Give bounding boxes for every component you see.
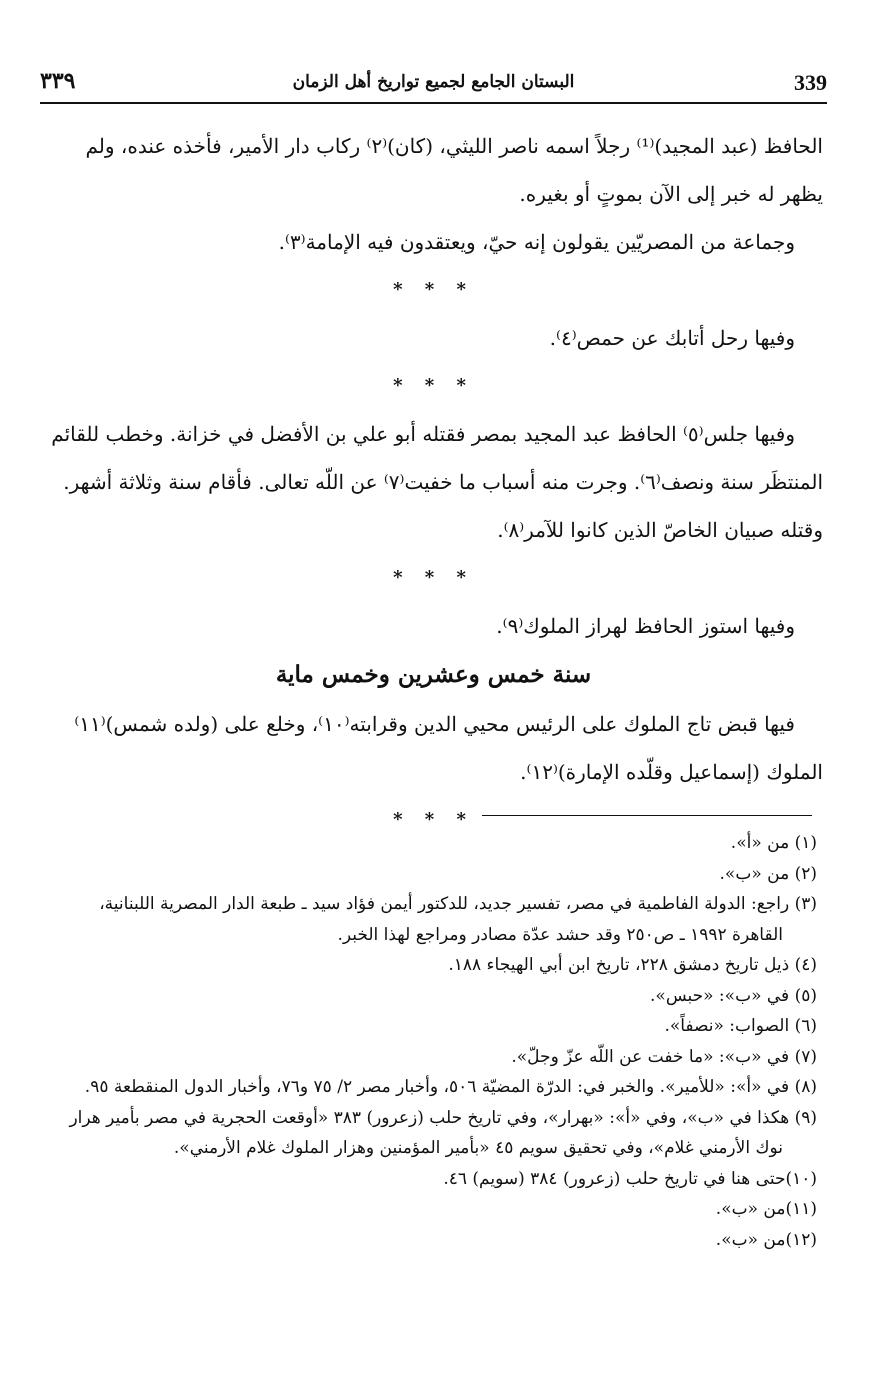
paragraph-3: وفيها رحل أتابك عن حمص⁽٤⁾. — [549, 326, 795, 350]
paragraph-1: الحافظ (عبد المجيد)⁽¹⁾ رجلاً اسمه ناصر الليثي، (كان)⁽٢⁾ ركاب دار الأمير، فأخذه عنده، ولم يظهر له خبر إلى الآن بموتٍ أو بغيره. — [85, 134, 823, 206]
section-separator-1: * * * — [393, 279, 474, 300]
footnote-item: (٨) في «أ»: «للأمير». والخبر في: الدرّة المضيّة ٥٠٦، وأخبار مصر ٢/ ٧٥ و٧٦، وأخبار الدول المنقطعة ٩٥. — [84, 1077, 817, 1097]
footnote-item: (٤) ذيل تاريخ دمشق ٢٢٨، تاريخ ابن أبي الهيجاء ١٨٨. — [448, 955, 817, 975]
footnote-divider — [482, 815, 812, 816]
footnote-item: (١٢)من «ب». — [715, 1229, 817, 1250]
main-text — [44, 122, 823, 844]
footnote-item: (٧) في «ب»: «ما خفت عن اللّه عزّ وجلّ». — [511, 1046, 817, 1067]
section-separator-2: * * * — [393, 375, 474, 396]
footnotes — [44, 828, 817, 1255]
footnote-item: (١) من «أ». — [730, 833, 817, 853]
running-title: البستان الجامع لجميع تواريخ أهل الزمان — [292, 72, 575, 92]
page-number-arabic: ٣٣٩ — [40, 68, 76, 94]
footnote-item: (٩) هكذا في «ب»، وفي «أ»: «بهرار»، وفي تاريخ حلب (زعرور) ٣٨٣ «أوقعت الحجرية في مصر بأمير هرار نوك الأرمني غلام»، وفي تحقيق سويم ٤٥ «بأمير المؤمنين وهزار الملوك غلام الأرمني». — [69, 1107, 817, 1158]
page-number-latin: 339 — [794, 70, 827, 95]
footnote-item: (٦) الصواب: «نصفاً». — [664, 1016, 817, 1036]
footnote-item: (٢) من «ب». — [719, 863, 817, 884]
paragraph-4: وفيها جلس⁽٥⁾ الحافظ عبد المجيد بمصر فقتله أبو علي بن الأفضل في خزانة. وخطب للقائم المنتظَر سنة ونصف⁽٦⁾. وجرت منه أسباب ما خفيت⁽٧⁾ عن اللّه تعالى. فأقام سنة وثلاثة أشهر. وقتله صبيان الخاصّ الذين كانوا للآمر⁽٨⁾. — [51, 422, 823, 542]
paragraph-6: فيها قبض تاج الملوك على الرئيس محيي الدين وقرابته⁽١٠⁾، وخلع على (ولده شمس)⁽١١⁾ الملوك (إسماعيل وقلّده الإمارة)⁽١٢⁾. — [74, 712, 823, 784]
footnote-item: (١٠)حتى هنا في تاريخ حلب (زعرور) ٣٨٤ (سويم) ٤٦. — [443, 1168, 817, 1189]
footnote-item: (١١)من «ب». — [715, 1199, 817, 1219]
year-heading: سنة خمس وعشرين وخمس ماية — [275, 661, 592, 688]
section-separator-3: * * * — [393, 567, 474, 588]
paragraph-5: وفيها استوز الحافظ لهراز الملوك⁽٩⁾. — [496, 614, 795, 638]
section-separator-4: * * * — [393, 809, 474, 830]
footnote-item: (٥) في «ب»: «حبس». — [650, 985, 817, 1006]
page-header — [40, 66, 827, 104]
footnote-item: (٣) راجع: الدولة الفاطمية في مصر، تفسير جديد، للدكتور أيمن فؤاد سيد ـ طبعة الدار المصرية اللبنانية، القاهرة ١٩٩٢ ـ ص٢٥٠ وقد حشد عدّة مصادر ومراجع لهذا الخبر. — [99, 894, 817, 945]
paragraph-2: وجماعة من المصريّين يقولون إنه حيّ، ويعتقدون فيه الإمامة⁽٣⁾. — [278, 230, 795, 254]
